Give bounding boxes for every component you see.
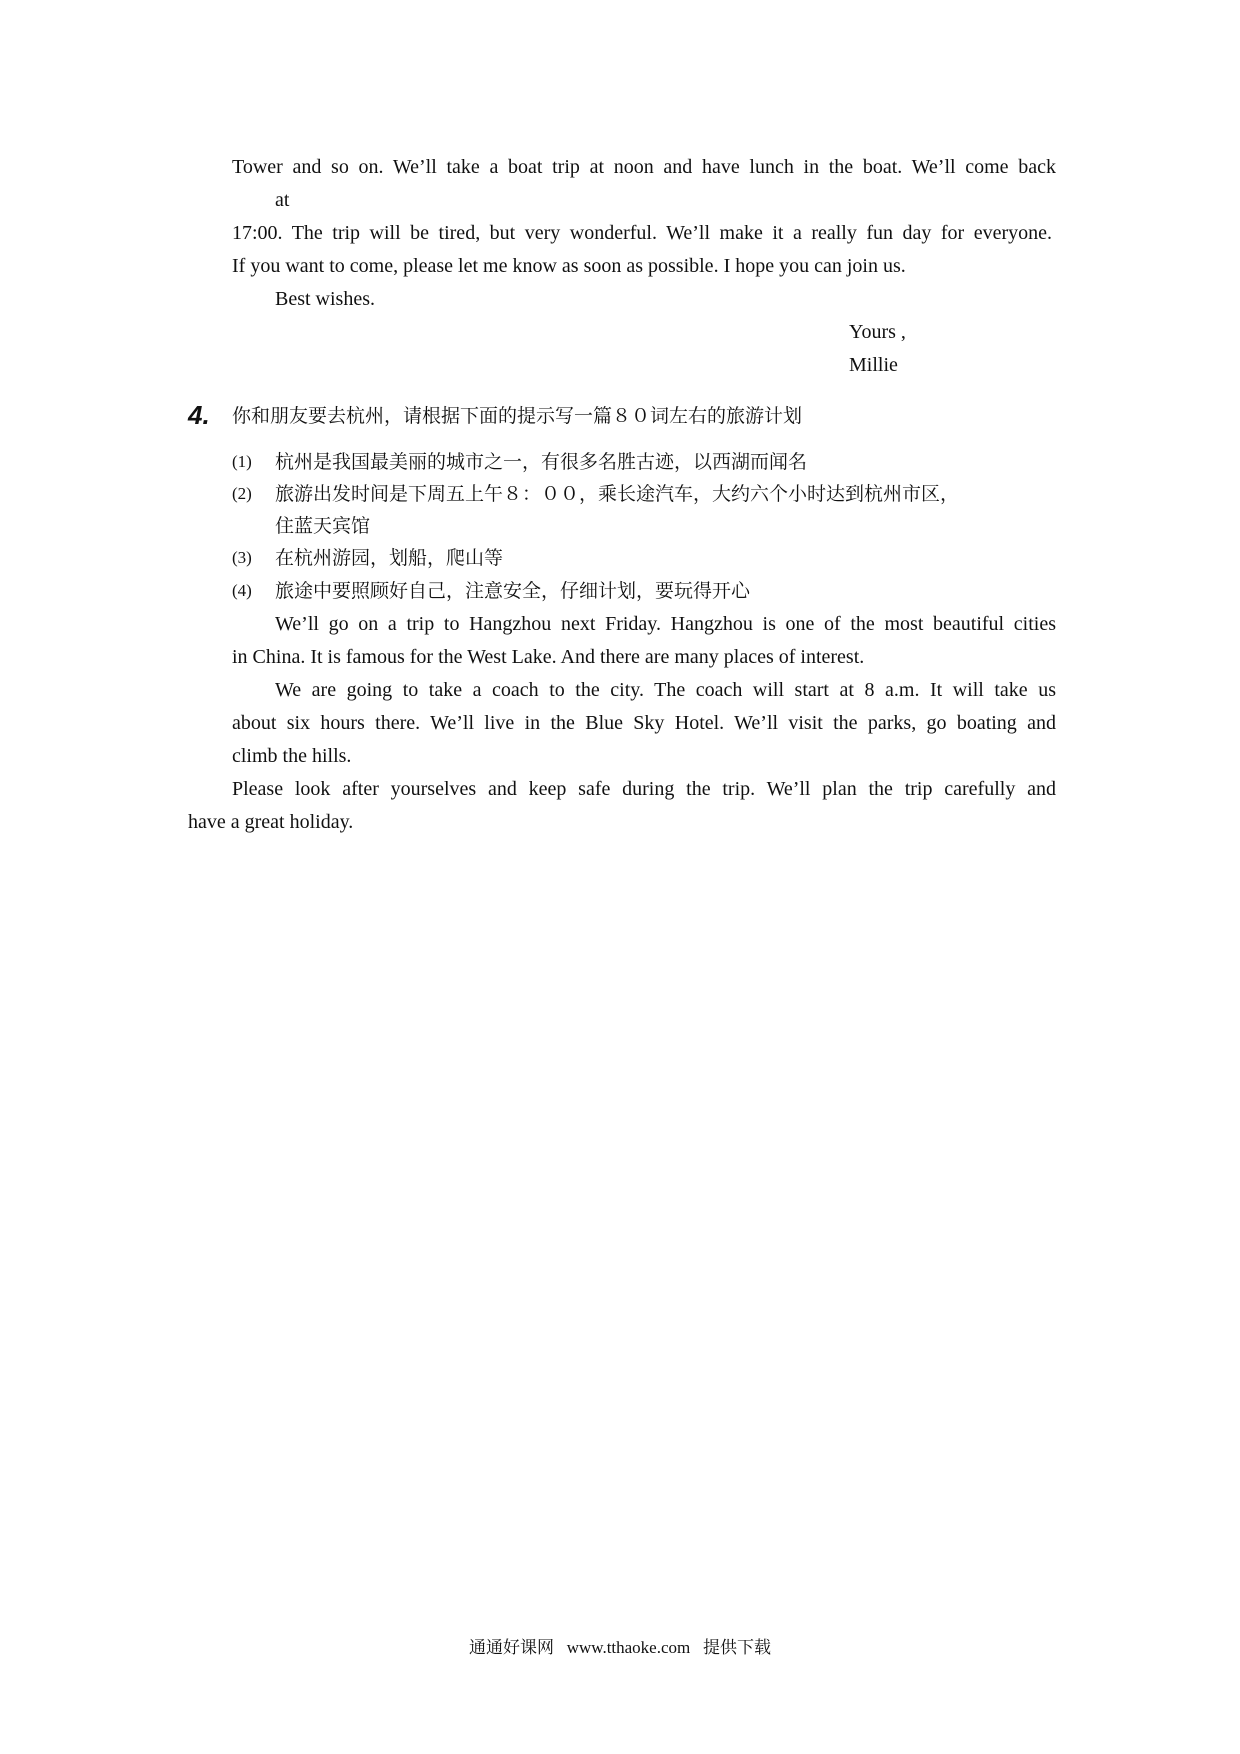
answer-line-3: We are going to take a coach to the city. The coach will start at 8 a.m. It will take us xyxy=(275,679,1056,701)
page-footer xyxy=(0,1636,1240,1660)
hint-number-1: (1) xyxy=(232,452,252,471)
question-number: 4. xyxy=(188,400,210,430)
hint-number-3: (3) xyxy=(232,548,252,567)
hint-text-4: 旅途中要照顾好自己，注意安全，仔细计划，要玩得开心 xyxy=(275,580,751,602)
hint-number-2: (2) xyxy=(232,484,252,503)
answer-line-7: have a great holiday. xyxy=(188,811,354,833)
hint-text-3: 在杭州游园，划船，爬山等 xyxy=(275,547,504,569)
hint-number-4: (4) xyxy=(232,581,252,600)
answer-line-2: in China. It is famous for the West Lake. And there are many places of interest. xyxy=(232,646,865,668)
footer-suffix: 提供下载 xyxy=(703,1638,772,1658)
letter-line-2: at xyxy=(275,189,290,211)
answer-line-4: about six hours there. We’ll live in the Blue Sky Hotel. We’ll visit the parks, go boating and xyxy=(232,712,1056,734)
footer-url[interactable]: www.tthaoke.com xyxy=(566,1638,691,1657)
letter-line-3: 17:00. The trip will be tired, but very wonderful. We’ll make it a really fun day for everyone. xyxy=(232,222,1052,244)
letter-yours: Yours , xyxy=(849,321,906,343)
hint-text-2: 旅游出发时间是下周五上午８：００，乘长途汽车，大约六个小时达到杭州市区， xyxy=(275,483,960,505)
question-prompt: 你和朋友要去杭州，请根据下面的提示写一篇８０词左右的旅游计划 xyxy=(232,405,803,427)
letter-closing: Best wishes. xyxy=(275,288,375,310)
answer-line-1: We’ll go on a trip to Hangzhou next Friday. Hangzhou is one of the most beautiful cities xyxy=(275,613,1056,635)
letter-signature: Millie xyxy=(849,354,898,376)
letter-line-4: If you want to come, please let me know as soon as possible. I hope you can join us. xyxy=(232,255,906,277)
hint-text-1: 杭州是我国最美丽的城市之一，有很多名胜古迹，以西湖而闻名 xyxy=(275,451,808,473)
footer-site-name: 通通好课网 xyxy=(468,1638,554,1658)
answer-line-6: Please look after yourselves and keep safe during the trip. We’ll plan the trip carefully and xyxy=(232,778,1056,800)
letter-line-1: Tower and so on. We’ll take a boat trip at noon and have lunch in the boat. We’ll come back xyxy=(232,156,1056,178)
answer-line-5: climb the hills. xyxy=(232,745,352,767)
hint-text-2-cont: 住蓝天宾馆 xyxy=(275,515,371,537)
